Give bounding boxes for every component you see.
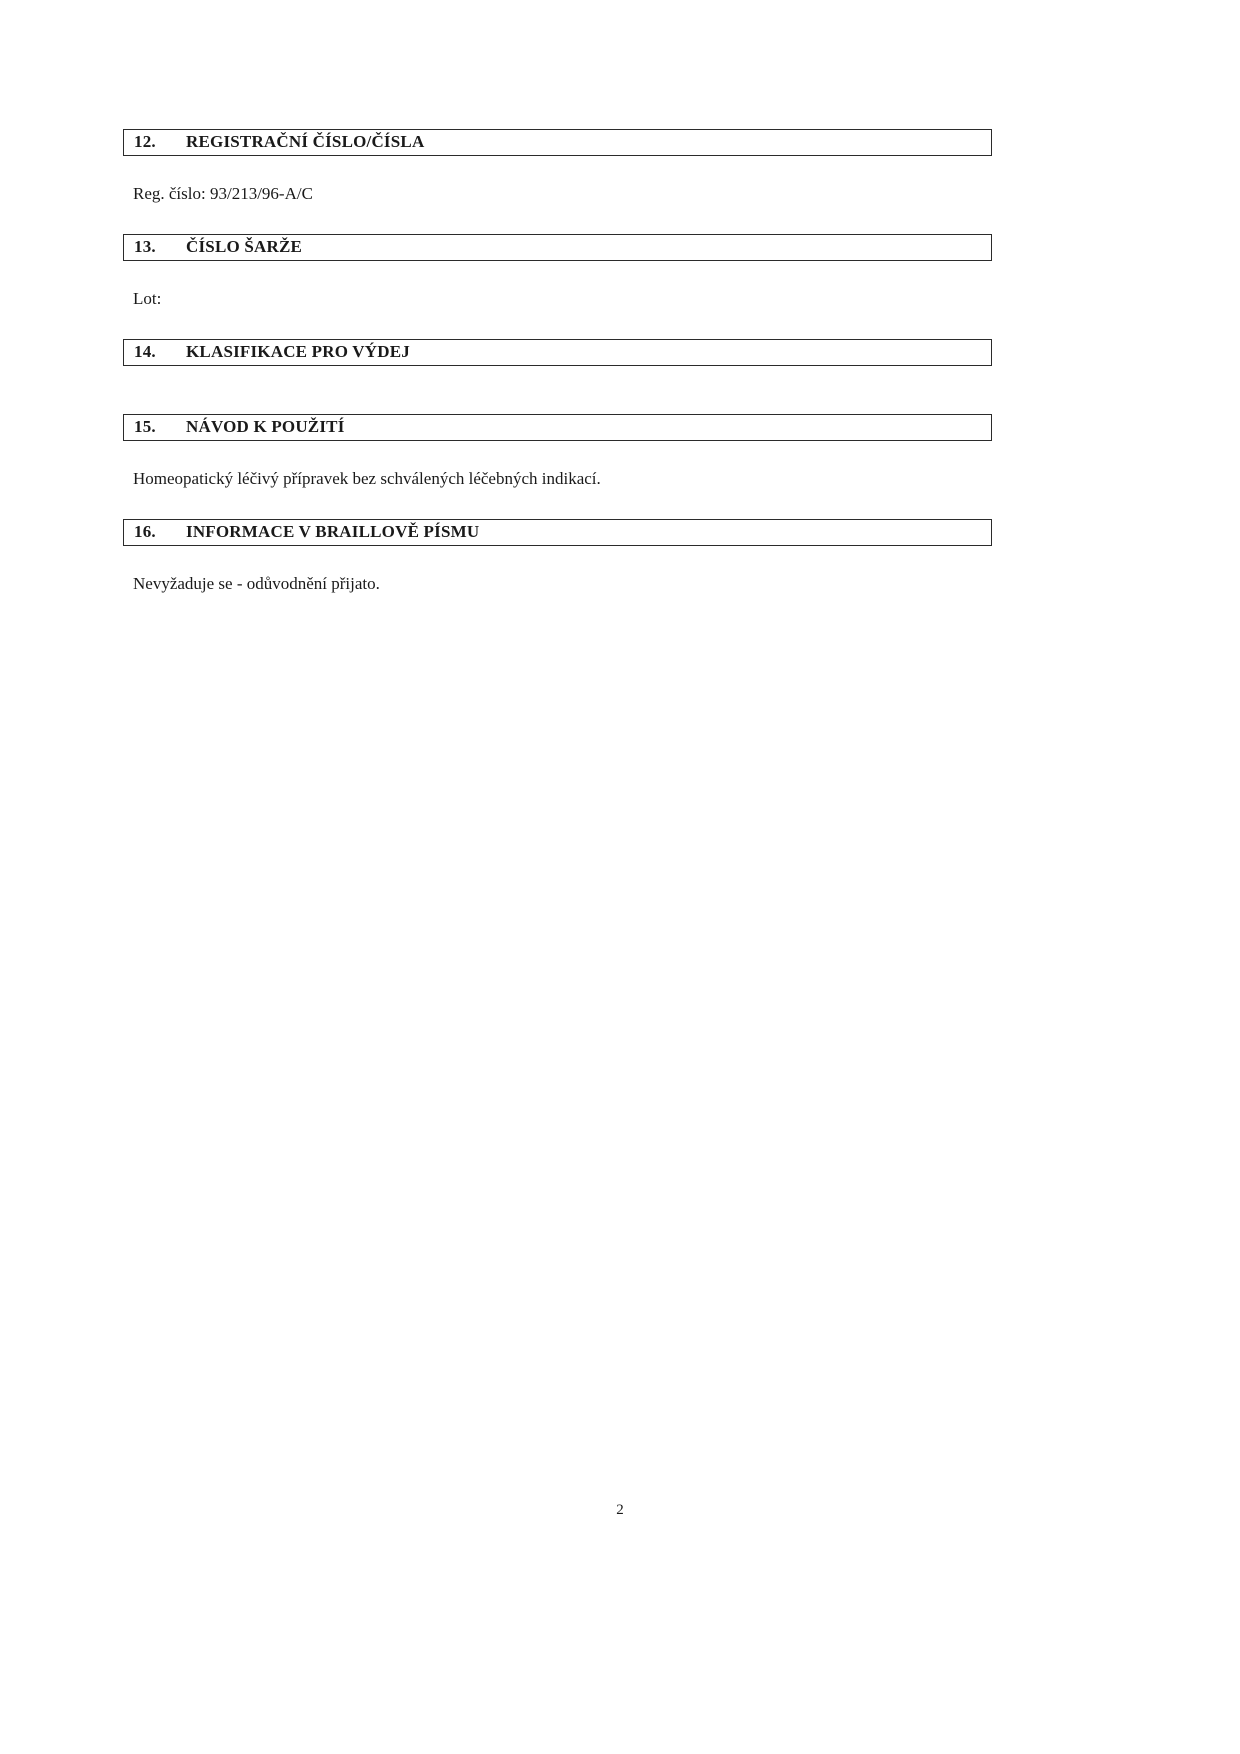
section-13-number: 13. (134, 237, 156, 257)
section-12-body: Reg. číslo: 93/213/96-A/C (133, 184, 313, 203)
section-15-title: NÁVOD K POUŽITÍ (186, 417, 345, 437)
section-15-body: Homeopatický léčivý přípravek bez schválených léčebných indikací. (133, 469, 601, 489)
section-12-header (123, 129, 992, 156)
section-15 (123, 414, 992, 490)
section-13-title: ČÍSLO ŠARŽE (186, 237, 303, 257)
section-14 (123, 339, 992, 391)
section-12 (123, 129, 992, 205)
section-13-body: Lot: (133, 289, 162, 309)
section-16 (123, 519, 992, 595)
section-14-header (123, 339, 992, 366)
document-content (123, 129, 992, 624)
section-15-header (123, 414, 992, 441)
section-14-title: KLASIFIKACE PRO VÝDEJ (186, 342, 410, 362)
section-14-number: 14. (134, 342, 156, 362)
page-number: 2 (616, 1502, 624, 1518)
section-14-body (133, 389, 992, 391)
section-15-number: 15. (134, 417, 156, 437)
section-13-header (123, 234, 992, 261)
section-16-header (123, 519, 992, 546)
section-16-body: Nevyžaduje se - odůvodnění přijato. (133, 574, 380, 594)
section-13 (123, 234, 992, 310)
section-12-number: 12. (134, 132, 156, 151)
section-16-title: INFORMACE V BRAILLOVĚ PÍSMU (186, 522, 480, 542)
section-16-number: 16. (134, 522, 156, 542)
section-12-title: REGISTRAČNÍ ČÍSLO/ČÍSLA (186, 132, 425, 151)
